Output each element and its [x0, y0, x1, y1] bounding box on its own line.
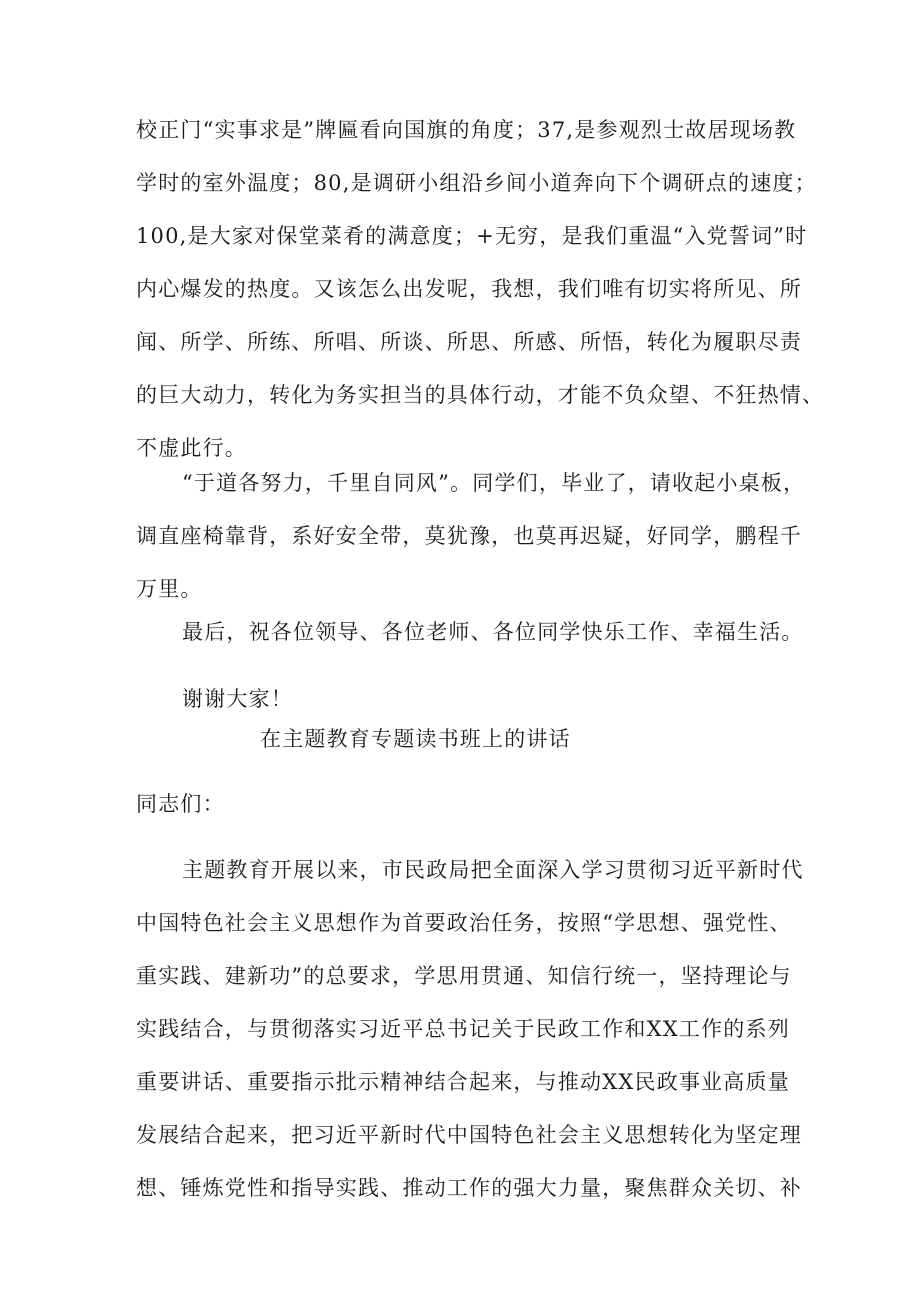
- text-line: 谢谢大家！: [182, 687, 293, 711]
- text-line: 内心爆发的热度。又该怎么出发呢，我想，我们唯有切实将所见、所: [136, 277, 802, 301]
- text-line: 重实践、建新功”的总要求，学思用贯通、知信行统一，坚持理论与: [136, 964, 792, 988]
- text-line: 调直座椅靠背，系好安全带，莫犹豫，也莫再迟疑，好同学，鹏程千: [136, 524, 802, 548]
- text-line: 同志们：: [136, 792, 225, 816]
- text-line: 主题教育开展以来，市民政局把全面深入学习贯彻习近平新时代: [182, 858, 804, 882]
- text-line: 发展结合起来，把习近平新时代中国特色社会主义思想转化为坚定理: [136, 1123, 802, 1147]
- paragraph-closing-wish: [136, 606, 804, 659]
- text-line: 不虚此行。: [136, 436, 247, 460]
- text-line: 实践结合，与贯彻落实习近平总书记关于民政工作和XX工作的系列: [136, 1017, 790, 1041]
- text-line: 学时的室外温度；80,是调研小组沿乡间小道奔向下个调研点的速度；: [136, 171, 817, 195]
- salutation: [136, 778, 800, 831]
- text-line: 万里。: [136, 577, 203, 601]
- paragraph-theme-education: [136, 844, 804, 1215]
- text-line: 100,是大家对保堂菜肴的满意度；+无穷，是我们重温“入党誓词”时: [136, 224, 808, 248]
- text-line: 中国特色社会主义思想作为首要政治任务，按照“学思想、强党性、: [136, 911, 792, 935]
- text-line: 校正门“实事求是”牌匾看向国旗的角度；37,是参观烈士故居现场教: [136, 118, 797, 142]
- speech-title: 在主题教育专题读书班上的讲话: [260, 727, 571, 751]
- text-line: “于道各努力，千里自同风”。同学们，毕业了，请收起小桌板，: [182, 471, 806, 495]
- text-line: 最后，祝各位领导、各位老师、各位同学快乐工作、幸福生活。: [182, 620, 804, 644]
- paragraph-trip-reflection: [136, 104, 825, 475]
- paragraph-farewell: [136, 457, 806, 616]
- text-line: 闻、所学、所练、所唱、所谈、所思、所感、所悟，转化为履职尽责: [136, 330, 802, 354]
- text-line: 重要讲话、重要指示批示精神结合起来，与推动XX民政事业高质量: [136, 1070, 790, 1094]
- text-line: 想、锤炼党性和指导实践、推动工作的强大力量，聚焦群众关切、补: [136, 1176, 802, 1200]
- text-line: 的巨大动力，转化为务实担当的具体行动，才能不负众望、不狂热情、: [136, 383, 825, 407]
